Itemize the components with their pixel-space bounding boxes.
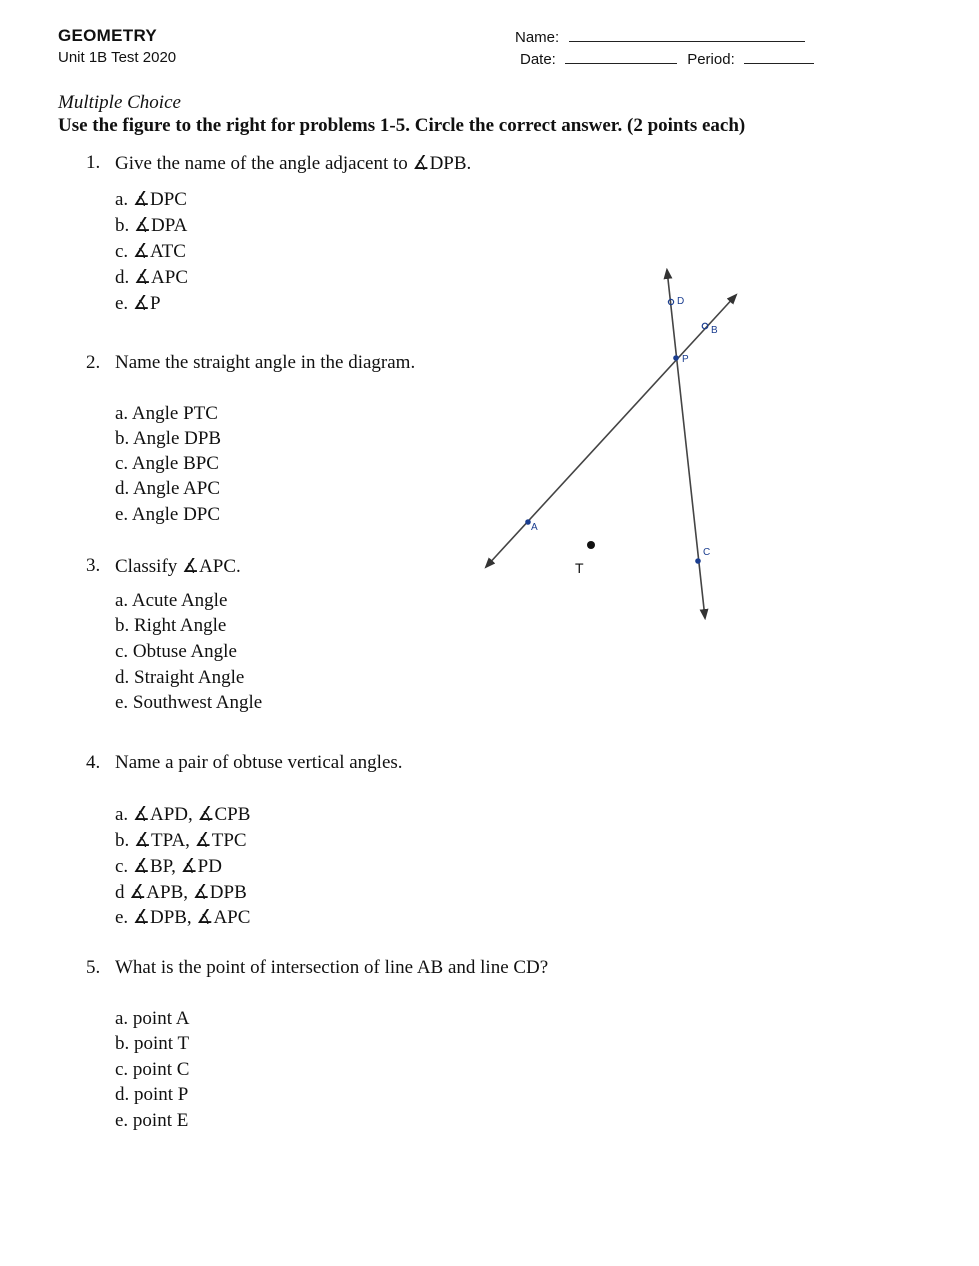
option-d[interactable]: d. point P (115, 1084, 189, 1105)
label-c: C (703, 547, 711, 558)
date-period-row (520, 49, 814, 68)
line-cd (667, 270, 705, 618)
option-e[interactable]: e. Southwest Angle (115, 692, 263, 713)
option-a[interactable]: a. point A (115, 1008, 190, 1029)
test-subtitle: Unit 1B Test 2020 (58, 49, 177, 66)
option-c[interactable]: c. ∡ATC (115, 241, 186, 262)
point-p (673, 355, 679, 361)
point-a (525, 519, 531, 525)
date-field[interactable] (565, 49, 677, 64)
option-a[interactable]: a. ∡DPC (115, 189, 187, 210)
name-field[interactable] (569, 27, 805, 42)
instructions: Use the figure to the right for problems 1-5. Circle the correct answer. (2 points each) (58, 115, 746, 136)
point-c (695, 558, 701, 564)
date-label: Date: (520, 51, 556, 68)
option-e[interactable]: e. ∡P (115, 293, 161, 314)
option-c[interactable]: c. point C (115, 1059, 190, 1080)
option-e[interactable]: e. point E (115, 1110, 189, 1131)
section-label: Multiple Choice (58, 92, 181, 113)
option-d[interactable]: d. Straight Angle (115, 667, 245, 688)
question-text: What is the point of intersection of line AB and line CD? (115, 957, 549, 978)
option-a[interactable]: a. Angle PTC (115, 403, 218, 424)
option-d[interactable]: d. ∡APC (115, 267, 188, 288)
option-c[interactable]: c. Angle BPC (115, 453, 219, 474)
question-text: Give the name of the angle adjacent to ∡DPB. (115, 153, 472, 174)
question-number: 5. (86, 957, 101, 978)
option-b[interactable]: b. Right Angle (115, 615, 227, 636)
option-d[interactable]: d. Angle APC (115, 478, 221, 499)
question-text: Classify ∡APC. (115, 556, 241, 577)
option-e[interactable]: e. Angle DPC (115, 504, 221, 525)
question-number: 1. (86, 152, 101, 173)
question-number: 2. (86, 352, 101, 373)
point-t (587, 541, 595, 549)
course-title: GEOMETRY (58, 26, 158, 45)
period-label: Period: (687, 51, 735, 68)
label-b: B (711, 325, 718, 336)
option-b[interactable]: b. Angle DPB (115, 428, 222, 449)
question-text: Name the straight angle in the diagram. (115, 352, 416, 373)
geometry-figure (470, 255, 790, 635)
line-ab (486, 295, 736, 567)
question-number: 3. (86, 555, 101, 576)
label-p: P (682, 354, 689, 365)
option-b[interactable]: b. ∡DPA (115, 215, 188, 236)
option-a[interactable]: a. ∡APD, ∡CPB (115, 804, 251, 825)
period-field[interactable] (744, 49, 814, 64)
label-d: D (677, 296, 685, 307)
option-a[interactable]: a. Acute Angle (115, 590, 228, 611)
question-number: 4. (86, 752, 101, 773)
name-label: Name: (515, 29, 560, 46)
option-e[interactable]: e. ∡DPB, ∡APC (115, 907, 251, 928)
question-text: Name a pair of obtuse vertical angles. (115, 752, 403, 773)
option-d[interactable]: d ∡APB, ∡DPB (115, 882, 247, 903)
label-a: A (531, 522, 538, 533)
option-b[interactable]: b. point T (115, 1033, 190, 1054)
label-t: T (575, 560, 584, 576)
option-c[interactable]: c. ∡BP, ∡PD (115, 856, 222, 877)
option-b[interactable]: b. ∡TPA, ∡TPC (115, 830, 247, 851)
option-c[interactable]: c. Obtuse Angle (115, 641, 237, 662)
name-row (515, 27, 805, 46)
